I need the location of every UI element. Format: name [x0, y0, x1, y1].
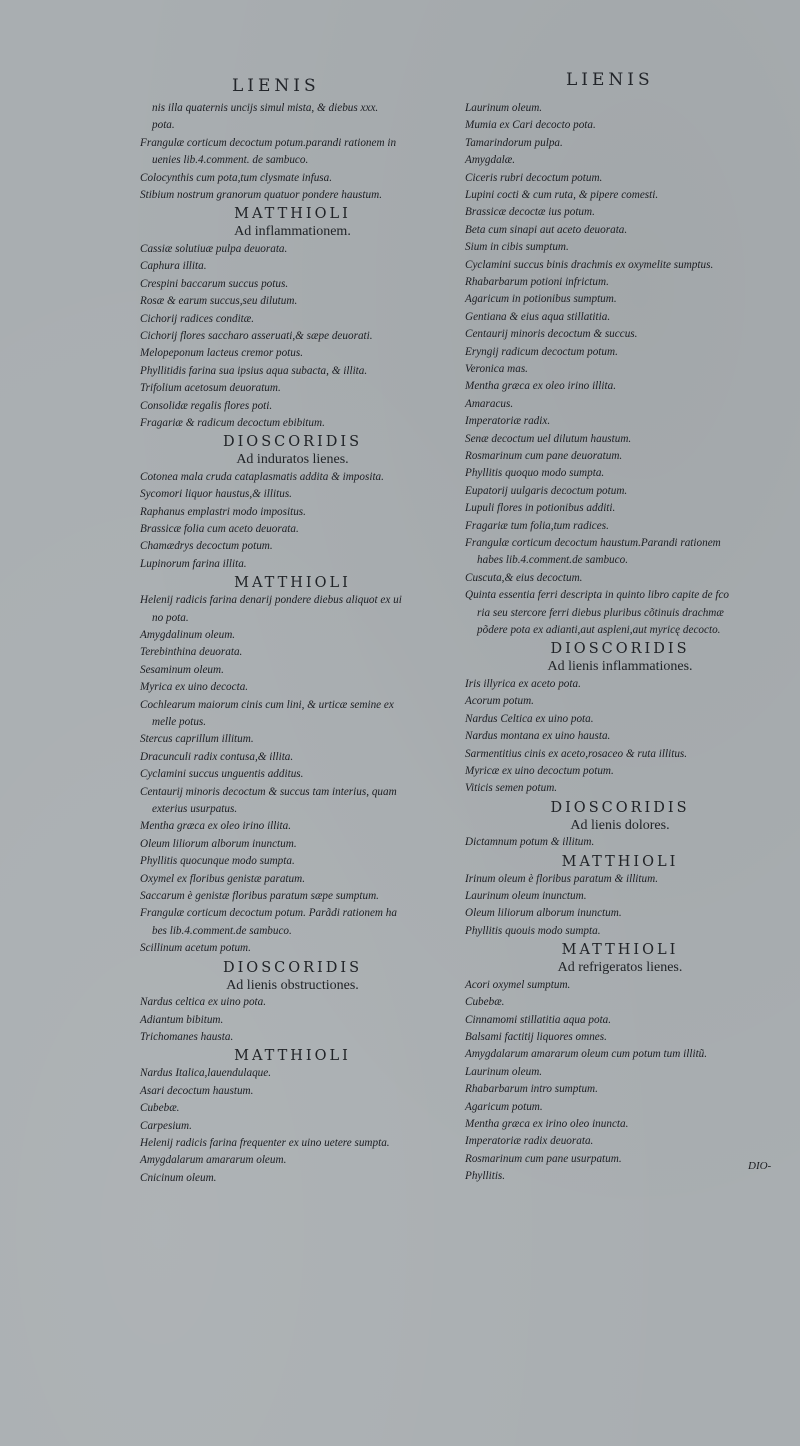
remedy-entry: Colocynthis cum pota,tum clysmate infusa.: [140, 171, 333, 184]
remedy-entry: Terebinthina deuorata.: [140, 646, 243, 659]
remedy-entry: Lupuli flores in potionibus additi.: [465, 502, 616, 515]
remedy-entry: Tamarindorum pulpa.: [465, 136, 563, 149]
remedy-entry: no pota.: [152, 611, 189, 624]
remedy-entry: Phyllitis quouis modo sumpta.: [465, 924, 601, 937]
remedy-entry: Phyllitis quoquo modo sumpta.: [465, 467, 605, 480]
remedy-entry: Lupini cocti & cum ruta, & pipere comesti.: [465, 189, 659, 201]
remedy-entry: Quinta essentia ferri descripta in quinto libro capite de fco: [465, 589, 730, 602]
remedy-entry: Centaurij minoris decoctum & succus tam interius, quam: [140, 785, 397, 798]
section-subheading: Ad inflammationem.: [234, 224, 351, 240]
remedy-entry: Cyclamini succus unguentis additus.: [140, 768, 304, 781]
remedy-entry: Fragariæ tum folia,tum radices.: [465, 519, 609, 532]
section-author-heading: DIOSCORIDIS: [550, 799, 690, 816]
remedy-entry: Cubebæ.: [140, 1102, 180, 1115]
remedy-entry: Cassiæ solutiuæ pulpa deuorata.: [140, 242, 288, 255]
remedy-entry: Mentha græca ex oleo irino illita.: [140, 820, 292, 833]
remedy-entry: Amygdalarum amararum oleum cum potum tum illitũ.: [465, 1048, 708, 1061]
remedy-entry: Cubebæ.: [465, 996, 505, 1009]
section-author-heading: MATTHIOLI: [234, 206, 351, 223]
section-author-heading: MATTHIOLI: [561, 942, 679, 959]
remedy-entry: Agaricum in potionibus sumptum.: [465, 293, 617, 306]
remedy-entry: Viticis semen potum.: [465, 782, 558, 795]
remedy-entry: Dictamnum potum & illitum.: [465, 836, 595, 849]
remedy-entry: Melopeponum lacteus cremor potus.: [140, 347, 304, 360]
running-head-left: LIENIS: [232, 76, 320, 96]
remedy-entry: põdere pota ex adianti,aut aspleni,aut myricę decocto.: [477, 624, 721, 636]
remedy-entry: Imperatoriæ radix.: [465, 415, 551, 428]
remedy-entry: Ciceris rubri decoctum potum.: [465, 171, 603, 184]
remedy-entry: Caphura illita.: [140, 260, 207, 273]
remedy-entry: Crespini baccarum succus potus.: [140, 277, 289, 290]
remedy-entry: melle potus.: [152, 716, 207, 728]
remedy-entry: Trichomanes hausta.: [140, 1030, 234, 1043]
section-author-heading: DIOSCORIDIS: [222, 434, 363, 451]
remedy-entry: Imperatoriæ radix deuorata.: [465, 1135, 594, 1148]
remedy-entry: Cnicinum oleum.: [140, 1171, 217, 1184]
remedy-entry: Amygdalæ.: [465, 154, 516, 167]
section-author-heading: DIOSCORIDIS: [550, 641, 690, 658]
section-author-heading: MATTHIOLI: [234, 575, 351, 592]
remedy-entry: Cotonea mala cruda cataplasmatis addita & imposita.: [140, 470, 384, 483]
remedy-entry: Frangulæ corticum decoctum haustum.Parandi rationem: [465, 537, 721, 549]
section-author-heading: MATTHIOLI: [561, 853, 679, 870]
remedy-entry: Rosmarinum cum pane usurpatum.: [465, 1152, 622, 1165]
section-author-heading: DIOSCORIDIS: [222, 959, 363, 976]
remedy-entry: Beta cum sinapi aut aceto deuorata.: [465, 223, 628, 236]
remedy-entry: Phyllitis quocunque modo sumpta.: [140, 855, 295, 868]
section-subheading: Ad lienis inflammationes.: [547, 659, 693, 675]
remedy-entry: Stercus caprillum illitum.: [140, 733, 254, 746]
remedy-entry: Lupinorum farina illita.: [140, 557, 247, 570]
remedy-entry: Cichorij radices conditæ.: [140, 312, 255, 325]
remedy-entry: Mentha græca ex oleo irino illita.: [465, 380, 617, 393]
remedy-entry: Nardus celtica ex uino pota.: [140, 996, 267, 1009]
remedy-entry: Helenij radicis farina denarij pondere diebus aliquot ex ui: [140, 594, 402, 607]
remedy-entry: Cuscuta,& eius decoctum.: [465, 571, 583, 584]
remedy-entry: Nardus Italica,lauendulaque.: [140, 1067, 272, 1080]
remedy-entry: Helenij radicis farina frequenter ex uino uetere sumpta.: [140, 1136, 390, 1149]
remedy-entry: Myricæ ex uino decoctum potum.: [465, 764, 614, 777]
remedy-entry: Sarmentitius cinis ex aceto,rosaceo & ruta illitus.: [465, 747, 688, 760]
remedy-entry: Frangulæ corticum decoctum potum.parandi rationem in: [140, 136, 397, 149]
remedy-entry: Acorum potum.: [465, 695, 534, 708]
remedy-entry: pota.: [152, 119, 175, 132]
remedy-entry: Oxymel ex floribus genistæ paratum.: [140, 872, 305, 885]
remedy-entry: Consolidæ regalis flores poti.: [140, 399, 273, 412]
remedy-entry: Fragariæ & radicum decoctum ebibitum.: [140, 416, 325, 429]
remedy-entry: Sium in cibis sumptum.: [465, 241, 569, 254]
remedy-entry: Oleum liliorum alborum inunctum.: [465, 907, 622, 920]
remedy-entry: Mentha græca ex irino oleo inuncta.: [465, 1117, 629, 1130]
remedy-entry: Rhabarbarum potioni infrictum.: [465, 276, 609, 288]
remedy-entry: Stibium nostrum granorum quatuor pondere haustum.: [140, 189, 382, 201]
remedy-entry: Centaurij minoris decoctum & succus.: [465, 328, 638, 341]
remedy-entry: Phyllitis.: [465, 1170, 506, 1183]
remedy-entry: Laurinum oleum inunctum.: [465, 890, 587, 902]
remedy-entry: Saccarum è genistæ floribus paratum sæpe sumptum.: [140, 890, 379, 902]
catchword: DIO-: [748, 1160, 772, 1172]
remedy-entry: Rhabarbarum intro sumptum.: [465, 1083, 598, 1096]
remedy-entry: Adiantum bibitum.: [140, 1013, 224, 1026]
remedy-entry: Cochlearum maiorum cinis cum lini, & urticæ semine ex: [140, 698, 394, 711]
remedy-entry: Veronica mas.: [465, 363, 528, 375]
section-subheading: Ad induratos lienes.: [236, 452, 349, 468]
remedy-entry: ria seu stercore ferri diebus pluribus cõtinuis drachmæ: [477, 606, 724, 619]
remedy-entry: Chamædrys decoctum potum.: [140, 540, 273, 553]
remedy-entry: Balsami factitij liquores omnes.: [465, 1030, 607, 1043]
remedy-entry: Rosmarinum cum pane deuoratum.: [465, 450, 623, 462]
remedy-entry: Dracunculi radix contusa,& illita.: [140, 750, 294, 763]
remedy-entry: exterius usurpatus.: [152, 803, 238, 815]
remedy-entry: nis illa quaternis uncijs simul mista, & diebus xxx.: [152, 102, 379, 114]
remedy-entry: Iris illyrica ex aceto pota.: [465, 677, 581, 690]
remedy-entry: Senæ decoctum uel dilutum haustum.: [465, 432, 632, 445]
remedy-entry: Mumia ex Cari decocto pota.: [465, 119, 596, 132]
remedy-entry: Acori oxymel sumptum.: [465, 978, 571, 991]
remedy-entry: Amaracus.: [465, 397, 514, 410]
remedy-entry: Laurinum oleum.: [465, 102, 543, 114]
remedy-entry: Laurinum oleum.: [465, 1065, 543, 1078]
section-subheading: Ad lienis obstructiones.: [226, 977, 359, 993]
remedy-entry: Carpesium.: [140, 1119, 192, 1132]
remedy-entry: Cyclamini succus binis drachmis ex oxymelite sumptus.: [465, 258, 714, 271]
section-author-heading: MATTHIOLI: [234, 1048, 351, 1065]
section-subheading: Ad lienis dolores.: [570, 817, 670, 833]
running-head-right: LIENIS: [566, 70, 654, 90]
remedy-entry: Cichorij flores saccharo asseruati,& sæpe deuorati.: [140, 329, 373, 342]
remedy-entry: Eryngij radicum decoctum potum.: [465, 345, 618, 358]
remedy-entry: Frangulæ corticum decoctum potum. Parãdi rationem ha: [140, 907, 397, 920]
remedy-entry: Oleum liliorum alborum inunctum.: [140, 837, 297, 850]
remedy-entry: Raphanus emplastri modo impositus.: [140, 505, 306, 518]
remedy-entry: bes lib.4.comment.de sambuco.: [152, 924, 292, 937]
remedy-entry: Scillinum acetum potum.: [140, 942, 251, 955]
remedy-entry: Sycomori liquor haustus,& illitus.: [140, 488, 292, 501]
remedy-entry: uenies lib.4.comment. de sambuco.: [152, 154, 309, 167]
remedy-entry: Asari decoctum haustum.: [140, 1084, 254, 1097]
remedy-entry: Gentiana & eius aqua stillatitia.: [465, 310, 611, 323]
section-subheading: Ad refrigeratos lienes.: [557, 960, 683, 976]
remedy-entry: Nardus Celtica ex uino pota.: [465, 712, 594, 725]
remedy-entry: habes lib.4.comment.de sambuco.: [477, 554, 629, 567]
remedy-entry: Eupatorij uulgaris decoctum potum.: [465, 484, 628, 497]
remedy-entry: Brassicæ folia cum aceto deuorata.: [140, 523, 299, 535]
remedy-entry: Agaricum potum.: [465, 1100, 543, 1113]
remedy-entry: Amygdalinum oleum.: [140, 629, 236, 641]
remedy-entry: Phyllitidis farina sua ipsius aqua subacta, & illita.: [140, 364, 368, 377]
remedy-entry: Nardus montana ex uino hausta.: [465, 730, 611, 743]
remedy-entry: Trifolium acetosum deuoratum.: [140, 382, 281, 395]
remedy-entry: Myrica ex uino decocta.: [140, 681, 249, 694]
remedy-entry: Amygdalarum amararum oleum.: [140, 1154, 287, 1167]
remedy-entry: Sesaminum oleum.: [140, 663, 224, 676]
remedy-entry: Cinnamomi stillatitia aqua pota.: [465, 1013, 612, 1026]
remedy-entry: Irinum oleum è floribus paratum & illitum.: [465, 872, 658, 885]
remedy-entry: Brassicæ decoctæ ius potum.: [465, 206, 595, 219]
remedy-entry: Rosæ & earum succus,seu dilutum.: [140, 295, 298, 308]
